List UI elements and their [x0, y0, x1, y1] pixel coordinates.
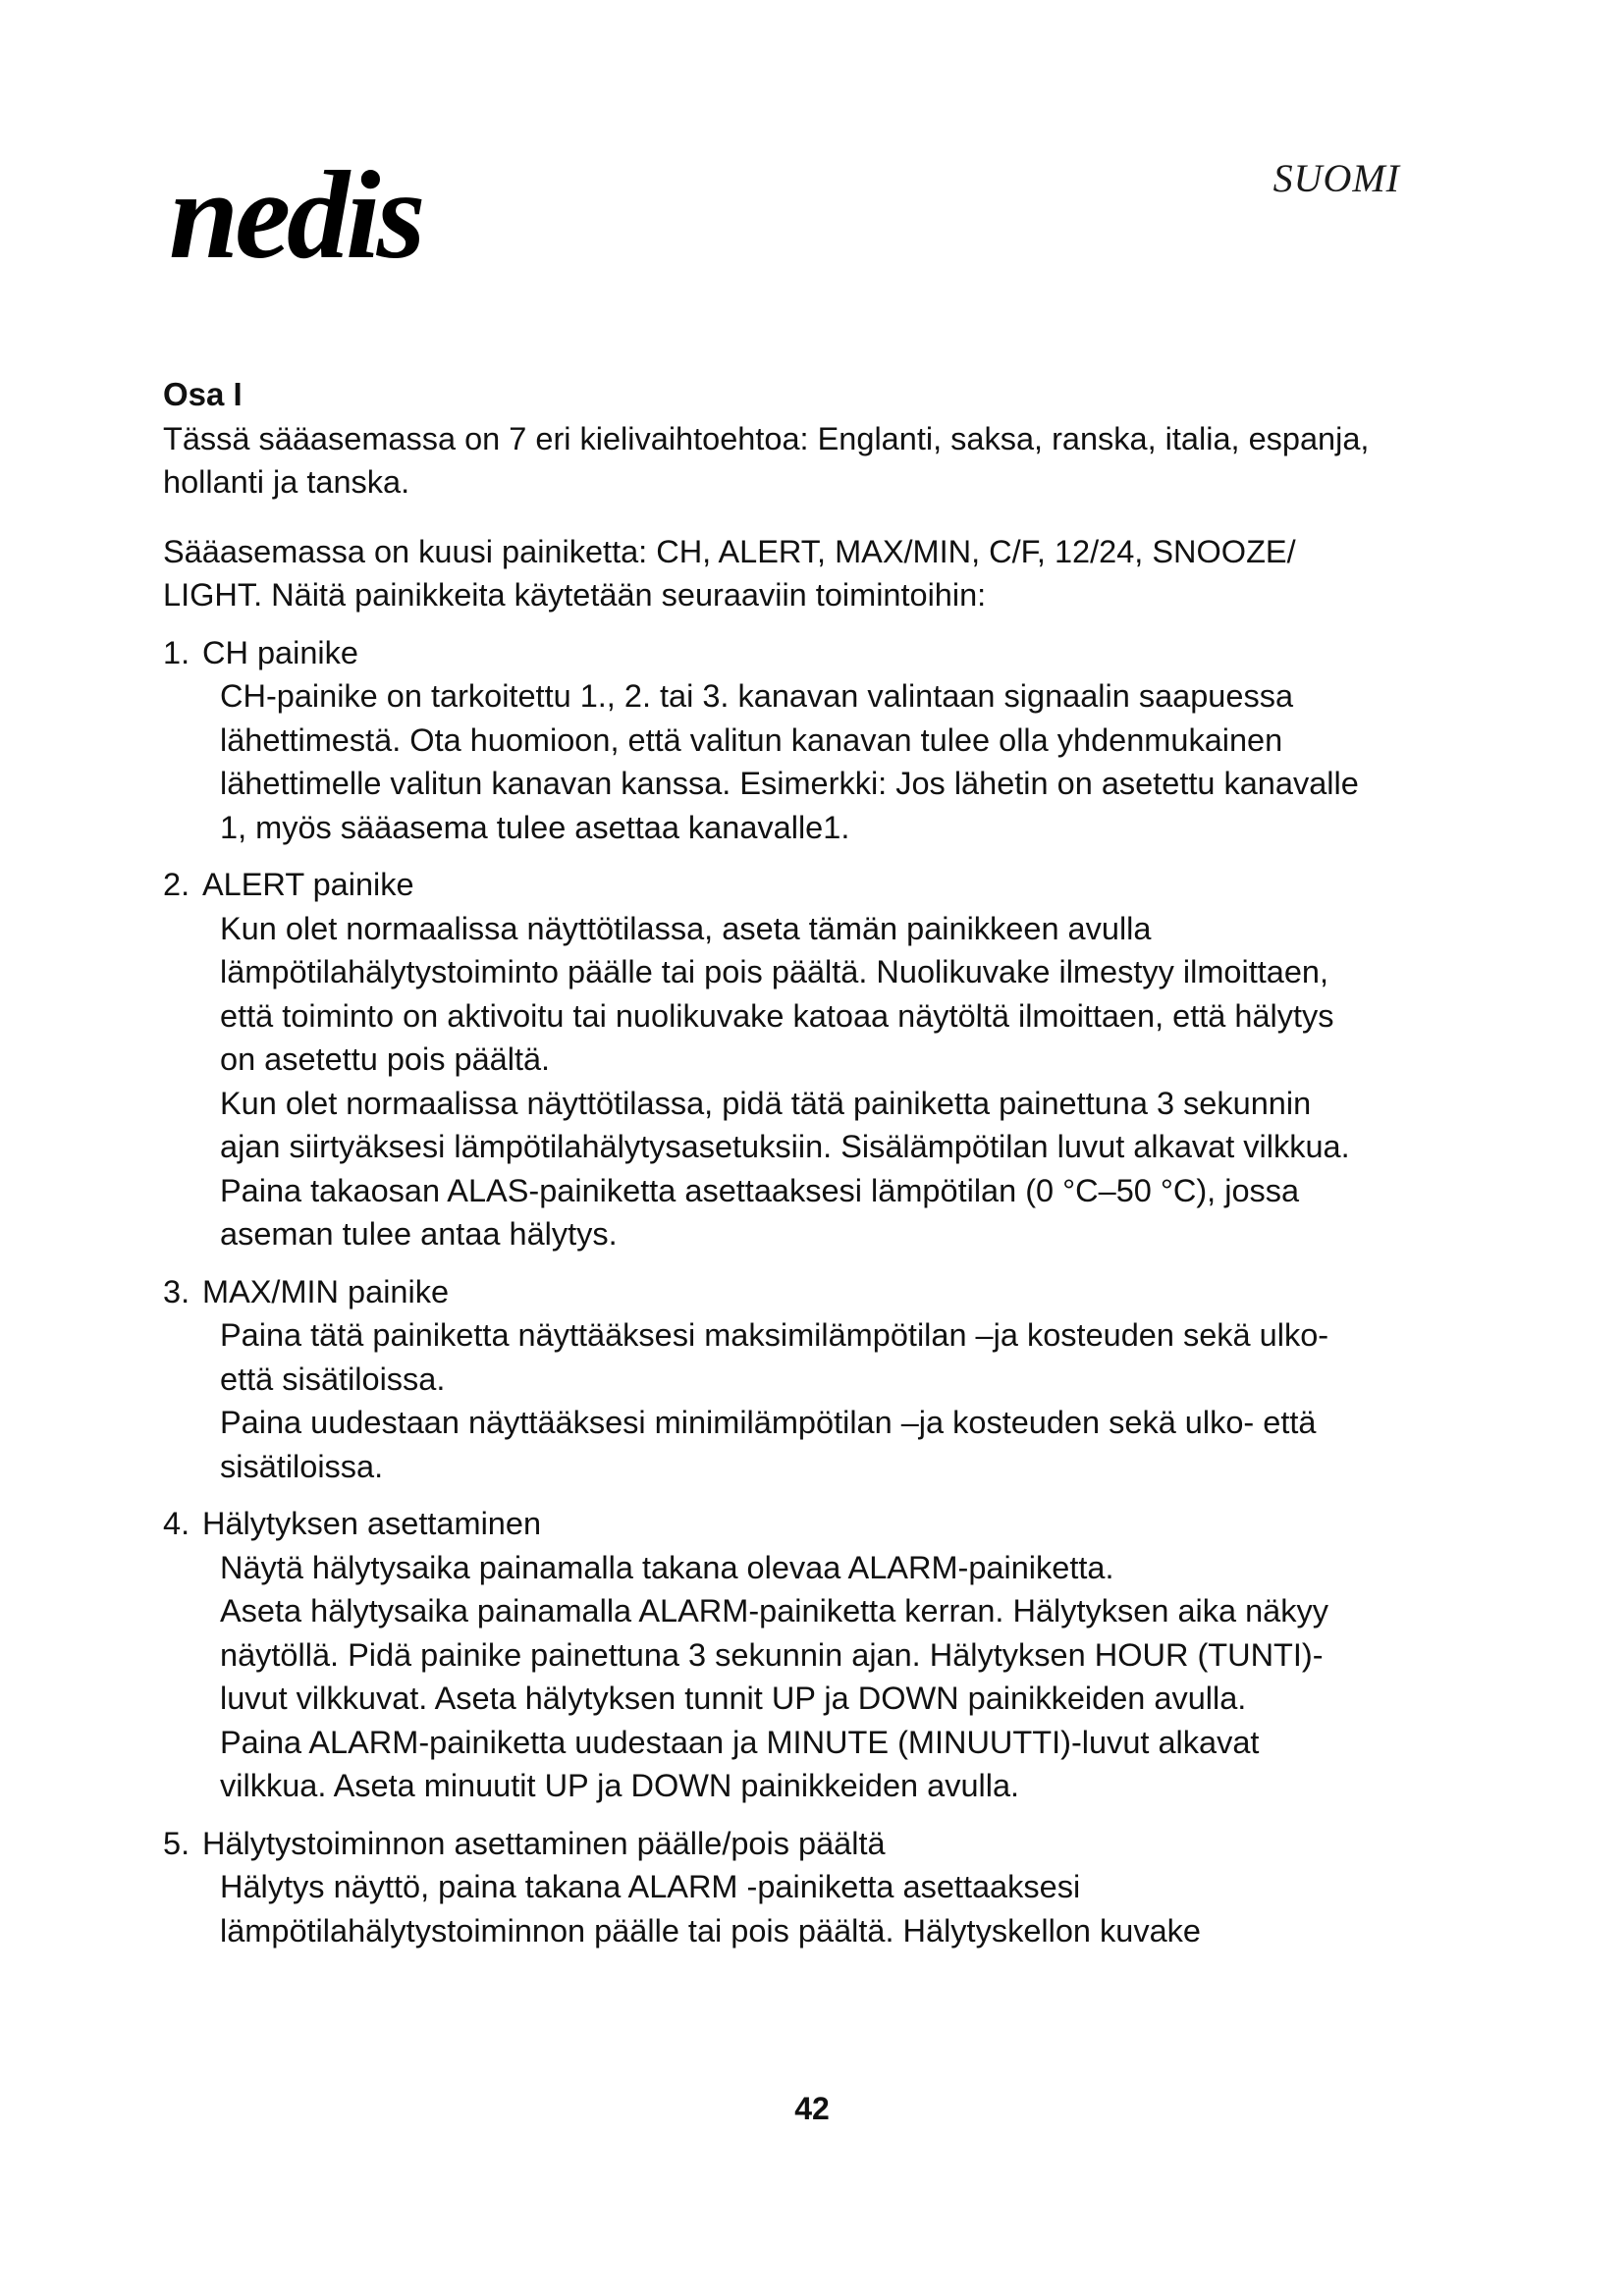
list-item: [163, 631, 1371, 850]
item-paragraph: Kun olet normaalissa näyttötilassa, pidä tätä painiketta painettuna 3 sekunnin ajan siirtyäksesi lämpötilahälytysasetuksiin. Sisälämpötilan luvut alkavat vilkkua. Paina takaosan ALAS-painiketta asettaaksesi lämpötilan (0 °C–50 °C), jossa aseman tulee antaa hälytys.: [220, 1085, 1350, 1252]
item-number: 5.: [163, 1825, 190, 1861]
item-paragraph: Paina uudestaan näyttääksesi minimilämpötilan –ja kosteuden sekä ulko- että sisätiloissa.: [220, 1405, 1317, 1484]
item-number: 3.: [163, 1273, 190, 1309]
item-title: CH painike: [202, 634, 358, 670]
logo-text: nedis: [169, 147, 422, 285]
list-item: [163, 863, 1371, 1256]
item-number: 4.: [163, 1506, 190, 1541]
document-body: [163, 373, 1371, 1966]
list-item: [163, 1502, 1371, 1808]
language-label: SUOMI: [1272, 156, 1400, 200]
item-title: ALERT painike: [202, 867, 414, 902]
instruction-list: [163, 631, 1371, 1953]
item-title: Hälytyksen asettaminen: [202, 1506, 542, 1541]
section-title: Osa I: [163, 376, 243, 412]
list-item: [163, 1270, 1371, 1489]
item-paragraph: Kun olet normaalissa näyttötilassa, aseta tämän painikkeen avulla lämpötilahälytystoiminto päälle tai pois päältä. Nuolikuvake ilmestyy ilmoittaen, että toiminto on aktivoitu tai nuolikuvake katoaa näytöltä ilmoittaen, että hälytys on asetettu pois päältä.: [220, 910, 1334, 1077]
item-paragraph: Paina ALARM-painiketta uudestaan ja MINUTE (MINUUTTI)-luvut alkavat vilkkua. Aseta minuutit UP ja DOWN painikkeiden avulla.: [220, 1724, 1260, 1803]
item-paragraph: Aseta hälytysaika painamalla ALARM-painiketta kerran. Hälytyksen aika näkyy näytöllä. Pidä painike painettuna 3 sekunnin ajan. Hälytyksen HOUR (TUNTI)-luvut vilkkuvat. Aseta hälytyksen tunnit UP ja DOWN painikkeiden avulla.: [220, 1593, 1329, 1716]
item-number: 2.: [163, 867, 190, 902]
nedis-logo: [165, 147, 617, 285]
page-number: 42: [794, 2091, 830, 2126]
item-paragraph: Hälytys näyttö, paina takana ALARM -painiketta asettaaksesi lämpötilahälytystoiminnon päälle tai pois päältä. Hälytyskellon kuvake: [220, 1869, 1202, 1949]
list-item: [163, 1822, 1371, 1953]
item-number: 1.: [163, 634, 190, 670]
item-paragraph: CH-painike on tarkoitettu 1., 2. tai 3. kanavan valintaan signaalin saapuessa lähettimestä. Ota huomioon, että valitun kanavan tulee olla yhdenmukainen lähettimelle valitun kanavan kanssa. Esimerkki: Jos lähetin on asetettu kanavalle 1, myös sääasema tulee asettaa kanavalle1.: [220, 678, 1359, 845]
buttons-paragraph: Sääasemassa on kuusi painiketta: CH, ALERT, MAX/MIN, C/F, 12/24, SNOOZE/ LIGHT. Näitä painikkeita käytetään seuraaviin toimintoihin:: [163, 533, 1296, 613]
item-title: Hälytystoiminnon asettaminen päälle/pois päältä: [202, 1825, 886, 1861]
item-paragraph: Näytä hälytysaika painamalla takana olevaa ALARM-painiketta.: [220, 1549, 1114, 1585]
item-paragraph: Paina tätä painiketta näyttääksesi maksimilämpötilan –ja kosteuden sekä ulko- että sisätiloissa.: [220, 1317, 1329, 1397]
item-title: MAX/MIN painike: [202, 1273, 450, 1309]
intro-paragraph: Tässä sääasemassa on 7 eri kielivaihtoehtoa: Englanti, saksa, ranska, italia, espanja, hollanti ja tanska.: [163, 420, 1370, 500]
